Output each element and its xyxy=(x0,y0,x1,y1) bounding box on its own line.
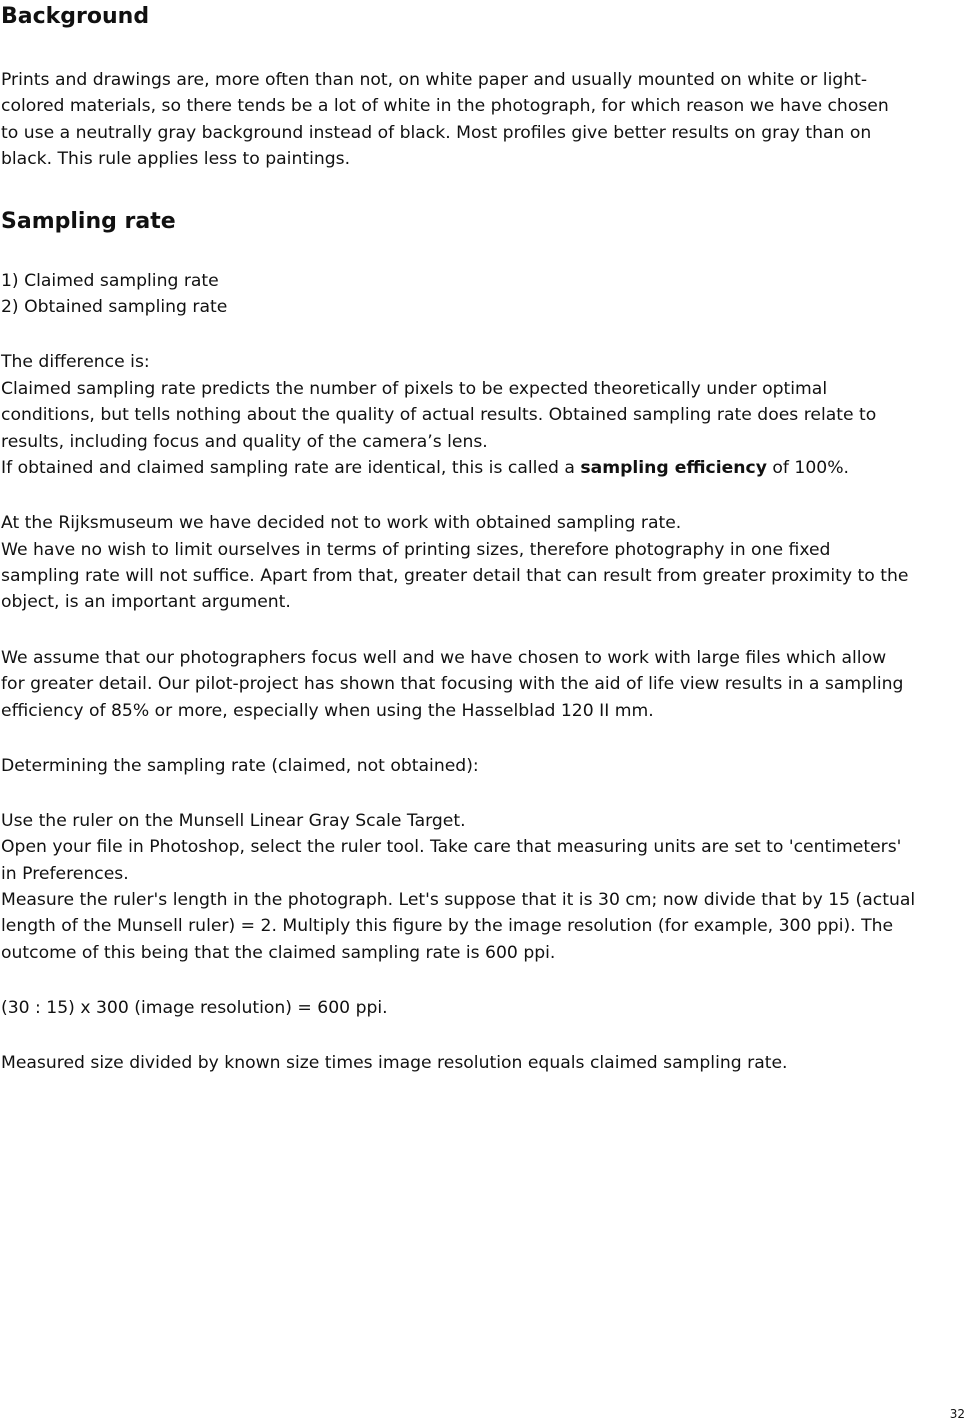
paragraph-line: sampling rate will not suffice. Apart from that, greater detail that can result from greater proximity to the xyxy=(1,566,909,586)
heading-sampling-rate: Sampling rate xyxy=(1,209,176,234)
sampling-efficiency-term: sampling efficiency xyxy=(580,458,767,478)
page-number: 32 xyxy=(949,1407,965,1421)
paragraph-line: Open your file in Photoshop, select the ruler tool. Take care that measuring units are set to 'centimeters' xyxy=(1,837,902,857)
formula-line: (30 : 15) x 300 (image resolution) = 600 ppi. xyxy=(1,998,388,1018)
paragraph-line: object, is an important argument. xyxy=(1,592,291,612)
paragraph-line: for greater detail. Our pilot-project has shown that focusing with the aid of life view results in a sampling xyxy=(1,674,904,694)
paragraph-line: We assume that our photographers focus well and we have chosen to work with large files which allow xyxy=(1,648,887,668)
paragraph-line: Prints and drawings are, more often than not, on white paper and usually mounted on white or light- xyxy=(1,70,868,90)
paragraph-line: efficiency of 85% or more, especially when using the Hasselblad 120 II mm. xyxy=(1,701,654,721)
paragraph-line: in Preferences. xyxy=(1,864,129,884)
paragraph-line: Claimed sampling rate predicts the number of pixels to be expected theoretically under optimal xyxy=(1,379,828,399)
paragraph-line: length of the Munsell ruler) = 2. Multiply this figure by the image resolution (for example, 300 ppi). The xyxy=(1,916,894,936)
paragraph-line: Use the ruler on the Munsell Linear Gray Scale Target. xyxy=(1,811,466,831)
paragraph-line: to use a neutrally gray background instead of black. Most profiles give better results on gray than on xyxy=(1,123,872,143)
efficiency-text-before: If obtained and claimed sampling rate are identical, this is called a xyxy=(1,458,581,478)
paragraph-line: Determining the sampling rate (claimed, not obtained): xyxy=(1,756,479,776)
paragraph-line: Measure the ruler's length in the photograph. Let's suppose that it is 30 cm; now divide that by 15 (actual xyxy=(1,890,916,910)
paragraph-line-efficiency xyxy=(1,456,849,480)
paragraph-line: Measured size divided by known size times image resolution equals claimed sampling rate. xyxy=(1,1053,788,1073)
efficiency-text-after: of 100%. xyxy=(766,458,850,478)
list-item: 1) Claimed sampling rate xyxy=(1,271,219,291)
paragraph-line: The difference is: xyxy=(1,352,150,372)
paragraph-line: We have no wish to limit ourselves in terms of printing sizes, therefore photography in one fixed xyxy=(1,540,831,560)
list-item: 2) Obtained sampling rate xyxy=(1,297,228,317)
heading-background: Background xyxy=(1,4,150,29)
paragraph-line: conditions, but tells nothing about the quality of actual results. Obtained sampling rate does relate to xyxy=(1,405,877,425)
paragraph-line: outcome of this being that the claimed sampling rate is 600 ppi. xyxy=(1,943,556,963)
paragraph-line: At the Rijksmuseum we have decided not to work with obtained sampling rate. xyxy=(1,513,682,533)
paragraph-line: results, including focus and quality of the camera’s lens. xyxy=(1,432,488,452)
paragraph-line: colored materials, so there tends be a lot of white in the photograph, for which reason we have chosen xyxy=(1,96,889,116)
paragraph-line: black. This rule applies less to paintings. xyxy=(1,149,351,169)
